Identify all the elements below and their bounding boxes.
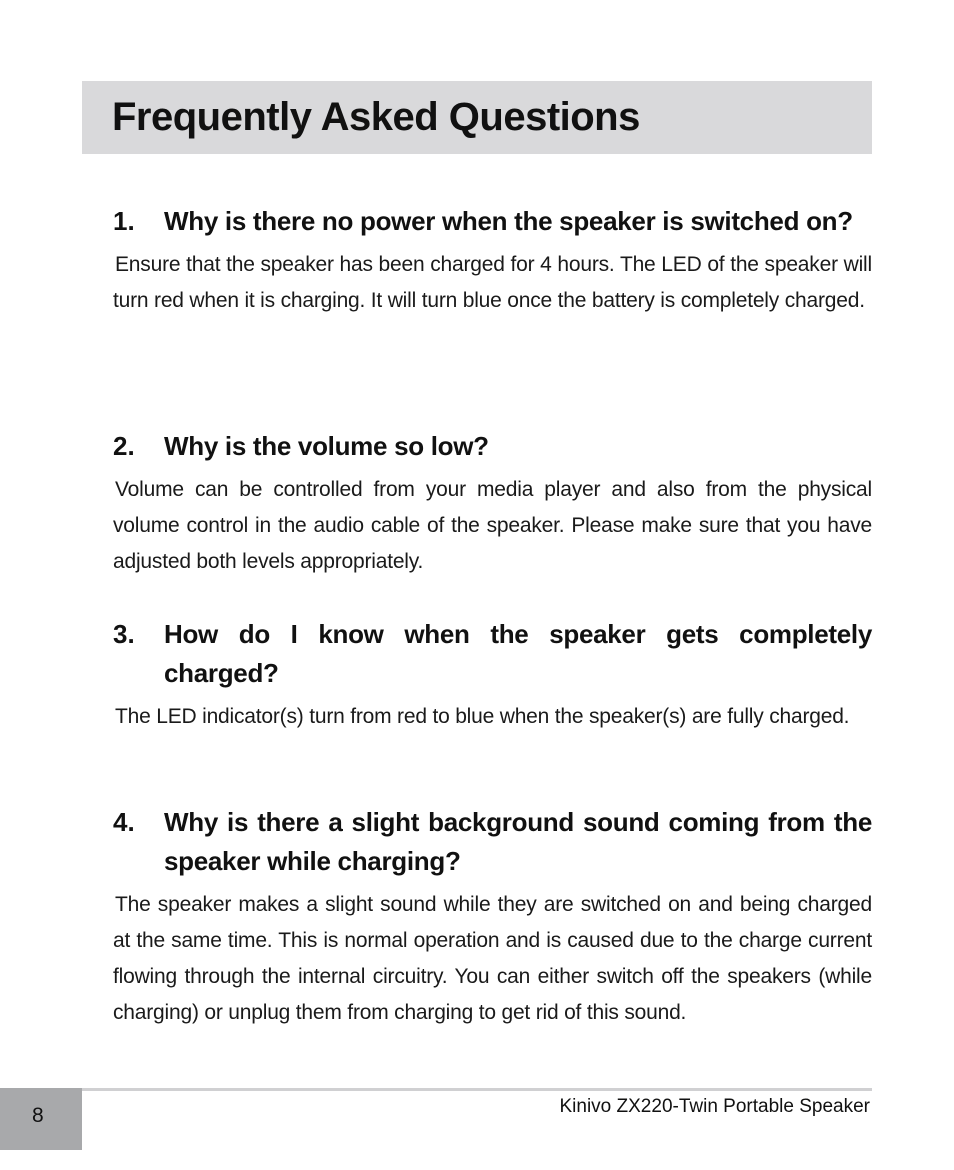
- faq-item-2: [113, 427, 872, 580]
- faq-question-text: Why is there a slight background sound coming from the speaker while charging?: [164, 807, 872, 876]
- faq-question-number: 1.: [113, 206, 135, 236]
- title-bar: [82, 81, 872, 154]
- faq-question: [113, 803, 872, 881]
- faq-answer: The LED indicator(s) turn from red to blue when the speaker(s) are fully charged.: [115, 705, 850, 728]
- footer-divider: [82, 1088, 872, 1091]
- faq-question: [113, 202, 872, 241]
- faq-question-text: Why is there no power when the speaker is switched on?: [164, 206, 853, 236]
- faq-question-text: Why is the volume so low?: [164, 431, 489, 461]
- faq-answer: The speaker makes a slight sound while they are switched on and being charged at the same time. This is normal operation and is caused due to the charge current flowing through the internal circuitry. You can either switch off the speakers (while charging) or unplug them from charging to get rid of this sound.: [113, 893, 872, 1024]
- faq-item-4: [113, 803, 872, 1031]
- page-number: 8: [32, 1104, 44, 1127]
- faq-question-number: 4.: [113, 807, 135, 837]
- faq-question-number: 3.: [113, 619, 135, 649]
- faq-question-number: 2.: [113, 431, 135, 461]
- faq-question: [113, 427, 872, 466]
- page-number-box: [0, 1088, 82, 1150]
- faq-question: [113, 615, 872, 693]
- faq-item-3: [113, 615, 872, 735]
- footer-product-name: Kinivo ZX220-Twin Portable Speaker: [559, 1096, 870, 1117]
- faq-question-text: How do I know when the speaker gets completely charged?: [164, 619, 872, 688]
- faq-answer: Ensure that the speaker has been charged for 4 hours. The LED of the speaker will turn red when it is charging. It will turn blue once the battery is completely charged.: [113, 253, 872, 312]
- faq-answer: Volume can be controlled from your media player and also from the physical volume control in the audio cable of the speaker. Please make sure that you have adjusted both levels appropriately.: [113, 478, 872, 573]
- page-title: Frequently Asked Questions: [112, 95, 640, 139]
- faq-item-1: [113, 202, 872, 319]
